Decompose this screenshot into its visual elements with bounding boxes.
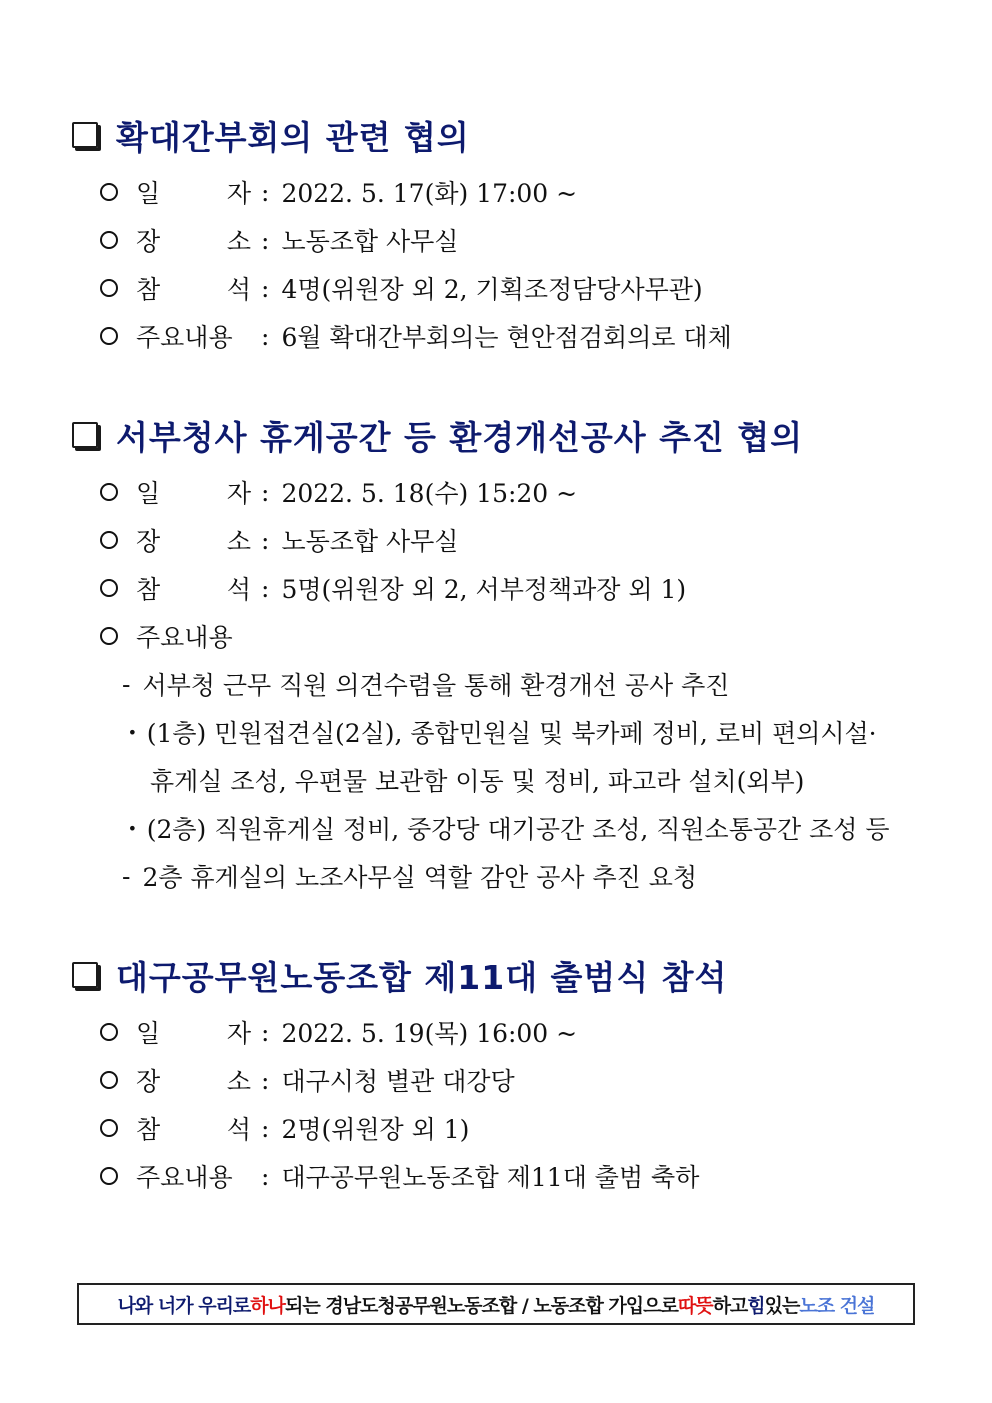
circle-bullet-icon — [100, 483, 118, 501]
info-row-content — [70, 1152, 930, 1200]
circle-bullet-icon — [100, 627, 118, 645]
info-row-content — [70, 612, 930, 660]
detail-line — [70, 708, 930, 756]
info-row-attendees — [70, 564, 930, 612]
section-2-heading — [70, 410, 930, 460]
circle-bullet-icon — [100, 1167, 118, 1185]
section-2 — [70, 410, 930, 900]
row-value: 2022. 5. 19(목) 16:00 ~ — [281, 1019, 578, 1048]
colon: : — [261, 525, 270, 555]
section-3-title: 대구공무원노동조합 제11대 출범식 참석 — [116, 957, 728, 997]
circle-bullet-icon — [100, 1071, 118, 1089]
info-row-attendees — [70, 1104, 930, 1152]
colon: : — [261, 225, 270, 255]
colon: : — [261, 177, 270, 207]
section-2-title: 서부청사 휴게공간 등 환경개선공사 추진 협의 — [116, 417, 804, 457]
info-row-date — [70, 1008, 930, 1056]
slogan-highlight: 힘 — [747, 1294, 765, 1317]
slogan-highlight: 따뜻 — [677, 1294, 713, 1317]
row-label: 주요내용 — [136, 1163, 233, 1192]
row-label: 일 자 — [136, 1019, 251, 1048]
colon: : — [261, 1017, 270, 1047]
detail-text: 2층 휴게실의 노조사무실 역할 감안 공사 추진 요청 — [142, 863, 697, 892]
row-value: 대구공무원노동조합 제11대 출범 축하 — [281, 1163, 700, 1192]
dot-marker: · — [128, 813, 137, 843]
row-label: 주요내용 — [136, 623, 233, 652]
row-label: 주요내용 — [136, 323, 233, 352]
slogan-part: 나와 너가 우리로 — [117, 1294, 251, 1317]
slogan-part: 있는 — [764, 1294, 800, 1317]
info-row-date — [70, 468, 930, 516]
colon: : — [261, 273, 270, 303]
dot-marker: · — [128, 717, 137, 747]
row-value: 5명(위원장 외 2, 서부정책과장 외 1) — [281, 575, 687, 604]
row-value: 6월 확대간부회의는 현안점검회의로 대체 — [281, 323, 732, 352]
circle-bullet-icon — [100, 279, 118, 297]
circle-bullet-icon — [100, 1119, 118, 1137]
footer-slogan-box — [77, 1283, 915, 1325]
row-label: 장 소 — [136, 227, 251, 256]
row-value: 노동조합 사무실 — [281, 227, 459, 256]
section-1 — [70, 110, 930, 360]
detail-text: (1층) 민원접견실(2실), 종합민원실 및 북카페 정비, 로비 편의시설· — [146, 719, 877, 748]
info-row-place — [70, 516, 930, 564]
slogan-part: 되는 경남도청공무원노동조합 / 노동조합 가입으로 — [285, 1294, 678, 1317]
section-3 — [70, 950, 930, 1200]
detail-text: (2층) 직원휴게실 정비, 중강당 대기공간 조성, 직원소통공간 조성 등 — [146, 815, 890, 844]
circle-bullet-icon — [100, 327, 118, 345]
circle-bullet-icon — [100, 579, 118, 597]
dash-marker: - — [122, 669, 131, 699]
colon: : — [261, 321, 270, 351]
row-label: 참 석 — [136, 575, 251, 604]
row-label: 장 소 — [136, 1067, 251, 1096]
checkbox-square-icon — [72, 122, 98, 148]
info-row-attendees — [70, 264, 930, 312]
info-row-date — [70, 168, 930, 216]
circle-bullet-icon — [100, 1023, 118, 1041]
section-1-title: 확대간부회의 관련 협의 — [116, 117, 470, 157]
slogan-highlight: 노조 건설 — [799, 1294, 875, 1317]
circle-bullet-icon — [100, 231, 118, 249]
detail-line — [70, 804, 930, 852]
detail-text: 휴게실 조성, 우편물 보관함 이동 및 정비, 파고라 설치(외부) — [150, 767, 805, 796]
detail-line — [70, 852, 930, 900]
detail-line-continued — [70, 756, 930, 804]
checkbox-square-icon — [72, 962, 98, 988]
colon: : — [261, 1065, 270, 1095]
circle-bullet-icon — [100, 531, 118, 549]
row-label: 일 자 — [136, 179, 251, 208]
dash-marker: - — [122, 861, 131, 891]
circle-bullet-icon — [100, 183, 118, 201]
section-3-heading — [70, 950, 930, 1000]
section-1-heading — [70, 110, 930, 160]
row-label: 장 소 — [136, 527, 251, 556]
info-row-place — [70, 216, 930, 264]
detail-text: 서부청 근무 직원 의견수렴을 통해 환경개선 공사 추진 — [142, 671, 730, 700]
info-row-place — [70, 1056, 930, 1104]
row-label: 일 자 — [136, 479, 251, 508]
slogan-part: 하고 — [712, 1294, 748, 1317]
colon: : — [261, 573, 270, 603]
row-value: 2022. 5. 17(화) 17:00 ~ — [281, 179, 578, 208]
row-value: 노동조합 사무실 — [281, 527, 459, 556]
row-value: 4명(위원장 외 2, 기획조정담당사무관) — [281, 275, 703, 304]
colon: : — [261, 1113, 270, 1143]
row-value: 2022. 5. 18(수) 15:20 ~ — [281, 479, 578, 508]
row-value: 대구시청 별관 대강당 — [281, 1067, 515, 1096]
detail-line — [70, 660, 930, 708]
row-value: 2명(위원장 외 1) — [281, 1115, 470, 1144]
checkbox-square-icon — [72, 422, 98, 448]
row-label: 참 석 — [136, 275, 251, 304]
row-label: 참 석 — [136, 1115, 251, 1144]
info-row-content — [70, 312, 930, 360]
slogan-highlight: 하나 — [250, 1294, 286, 1317]
colon: : — [261, 1161, 270, 1191]
colon: : — [261, 477, 270, 507]
